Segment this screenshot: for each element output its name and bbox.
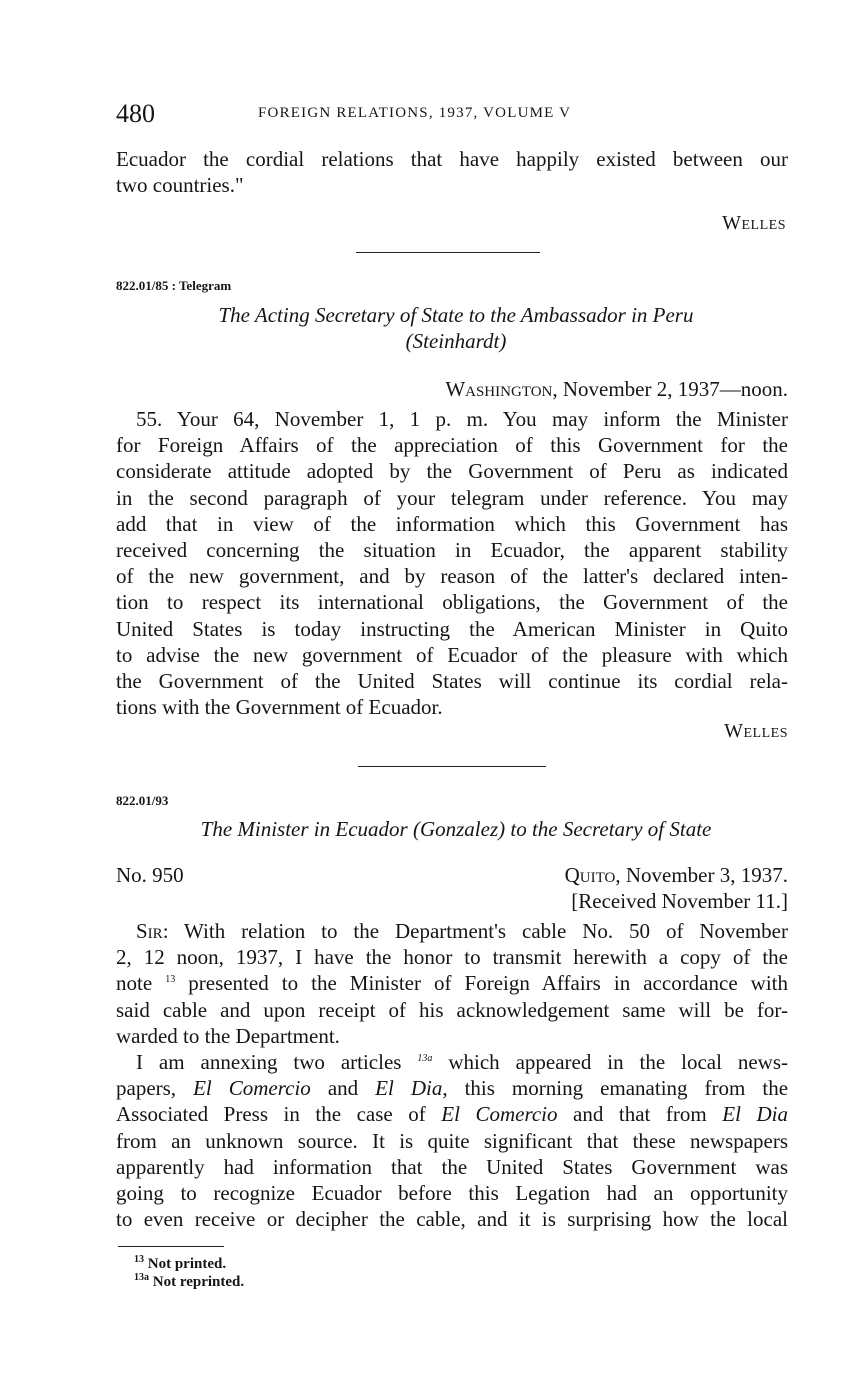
doc2-p1-line-3-b: presented to the Minister of Foreign Affairs in accordance with <box>188 971 789 996</box>
doc1-line-12: tions with the Government of Ecuador. <box>116 695 443 720</box>
doc1-line-9: United States is today instructing the American Minister in Quito <box>116 616 788 641</box>
doc2-number: No. 950 <box>116 863 184 887</box>
section-divider-2 <box>358 766 546 767</box>
section-divider-1 <box>356 252 540 253</box>
newspaper-el-comercio-2: El Comercio <box>441 1102 558 1127</box>
doc2-p2-line-6: going to recognize Ecuador before this Legation had an opportunity <box>116 1181 788 1206</box>
doc1-line-2: for Foreign Affairs of the appreciation of this Government for the <box>116 433 788 458</box>
doc1-line-5: add that in view of the information which this Government has <box>116 511 788 536</box>
doc1-line-8: tion to respect its international obligations, the Government of the <box>116 590 788 615</box>
doc2-p1-line-3-a: note <box>116 971 153 996</box>
doc2-p2-line-1-a: I am annexing two articles <box>136 1050 402 1075</box>
doc1-line-10: to advise the new government of Ecuador of the pleasure with which <box>116 642 788 667</box>
doc2-title: The Minister in Ecuador (Gonzalez) to the Secretary of State <box>200 817 712 841</box>
doc2-p2-line-4: from an unknown source. It is quite significant that these newspapers <box>116 1128 788 1153</box>
doc2-received: [Received November 11.] <box>571 889 788 913</box>
doc2-p2-line-3-b: and that from <box>573 1102 707 1127</box>
doc1-title-line-1: The Acting Secretary of State to the Ambassador in Peru <box>218 303 694 327</box>
newspaper-el-comercio: El Comercio <box>193 1076 311 1101</box>
footnote-13a <box>134 1274 244 1291</box>
running-title: FOREIGN RELATIONS, 1937, VOLUME V <box>258 105 572 121</box>
footnote-ref-13a: 13a <box>417 1053 433 1065</box>
doc1-dateline-rest: , November 2, 1937—noon. <box>552 377 788 401</box>
doc1-line-6: received concerning the situation in Ecuador, the apparent stability <box>116 538 788 563</box>
doc1-body <box>116 406 788 720</box>
footnote-13-mark: 13 <box>134 1254 144 1265</box>
doc2-p1-line-5: warded to the Department. <box>116 1023 340 1048</box>
doc2-p1-line-3 <box>116 970 788 996</box>
doc2-p1-line-4: said cable and upon receipt of his acknowledgement same will be for- <box>116 997 788 1022</box>
intro-signature: Welles <box>722 212 786 234</box>
doc1-line-11: the Government of the United States will continue its cordial rela- <box>116 669 788 694</box>
footnote-13-text: Not printed. <box>147 1256 227 1272</box>
footnote-divider <box>118 1246 224 1247</box>
doc2-p2-line-1-b: which appeared in the local news- <box>448 1050 789 1075</box>
doc2-dateline-place: Quito <box>564 863 616 887</box>
newspaper-el-dia: El Dia <box>375 1076 443 1101</box>
doc2-p2-line-3-a: Associated Press in the case of <box>116 1102 426 1127</box>
doc2-p2-line-1 <box>116 1049 788 1075</box>
doc1-line-1: 55. Your 64, November 1, 1 p. m. You may inform the Minister <box>136 407 788 431</box>
doc2-p2-line-2 <box>116 1075 788 1101</box>
doc2-p2-line-5: apparently had information that the United States Government was <box>116 1154 788 1179</box>
doc2-p2-line-2-a: papers, <box>116 1076 177 1101</box>
footnote-13a-text: Not reprinted. <box>152 1274 245 1290</box>
doc1-file-reference: 822.01/85 : Telegram <box>116 278 232 293</box>
doc2-dateline-rest: , November 3, 1937. <box>615 863 788 887</box>
doc1-signature: Welles <box>724 720 788 742</box>
doc1-line-4: in the second paragraph of your telegram under reference. You may <box>116 485 788 510</box>
doc2-p1-line-1 <box>116 918 788 944</box>
doc2-p2-line-3 <box>116 1101 788 1127</box>
doc1-dateline-place: Washington <box>445 377 553 401</box>
doc2-file-reference: 822.01/93 <box>116 793 169 808</box>
doc2-dateline <box>565 862 788 888</box>
doc2-p2-line-2-c: , this morning emanating from the <box>442 1076 789 1101</box>
footnote-13 <box>134 1256 226 1273</box>
intro-line-1: Ecuador the cordial relations that have happily existed between our <box>116 147 788 171</box>
doc2-body <box>116 918 788 1232</box>
doc1-title-line-2: (Steinhardt) <box>405 329 507 353</box>
footnote-ref-13: 13 <box>165 974 176 986</box>
doc2-p2-line-7: to even receive or decipher the cable, and it is surprising how the local <box>116 1207 788 1232</box>
doc1-line-7: of the new government, and by reason of the latter's declared inten- <box>116 564 788 589</box>
intro-line-2: two countries." <box>116 173 244 197</box>
doc2-p2-line-2-b: and <box>327 1076 359 1101</box>
doc2-salutation: Sir <box>136 919 163 943</box>
footnote-13a-mark: 13a <box>134 1272 149 1283</box>
doc1-line-3: considerate attitude adopted by the Government of Peru as indicated <box>116 459 788 484</box>
doc2-p1-line-1-rest: : With relation to the Department's cable No. 50 of November <box>162 919 788 943</box>
doc2-p1-line-2: 2, 12 noon, 1937, I have the honor to transmit herewith a copy of the <box>116 945 788 970</box>
page-number: 480 <box>116 99 155 128</box>
newspaper-el-dia-2: El Dia <box>722 1102 788 1127</box>
doc1-dateline <box>445 376 788 402</box>
